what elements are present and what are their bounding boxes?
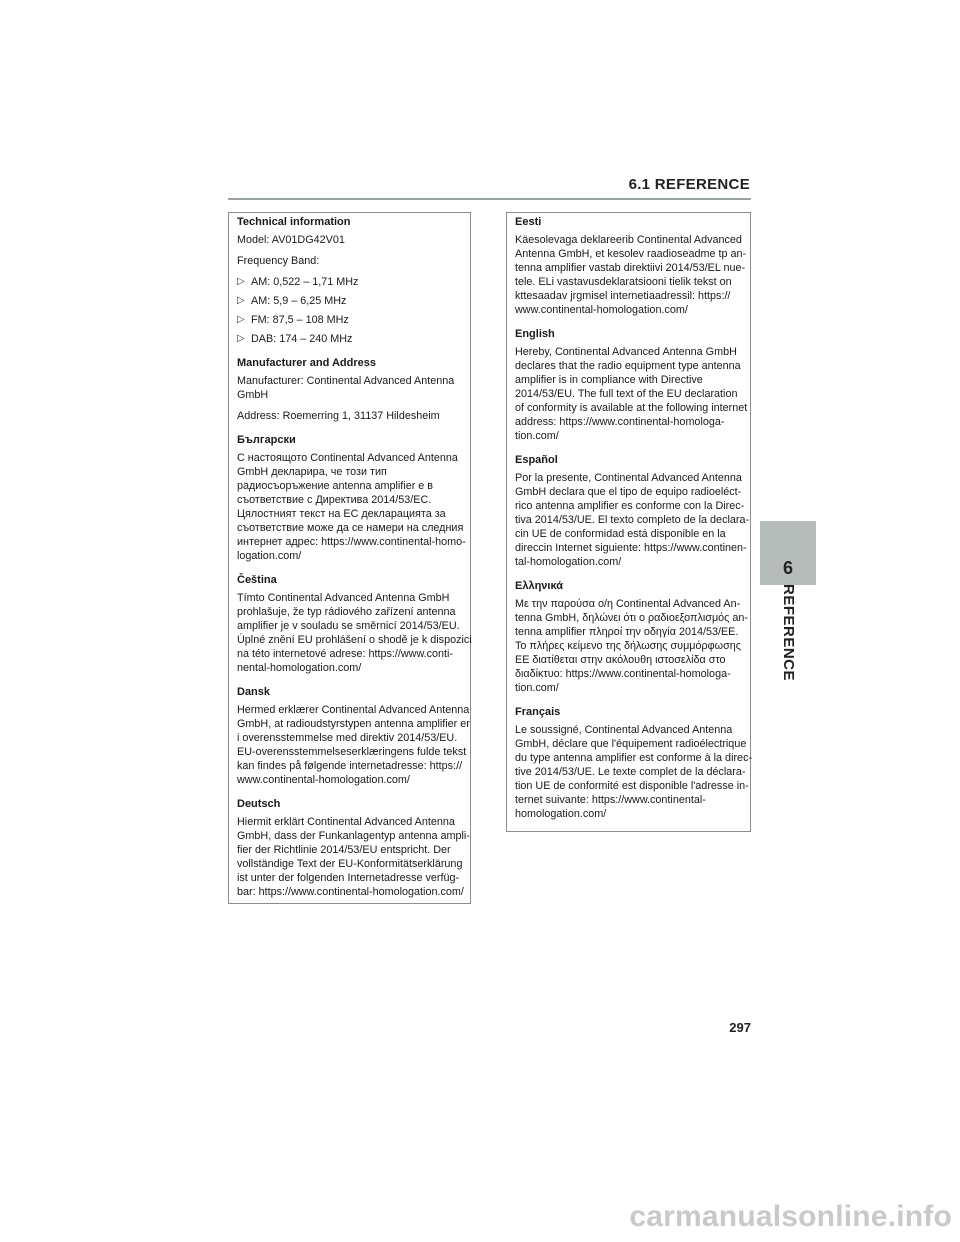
manufacturer-text: Manufacturer: Continental Advanced Antenna GmbH — [237, 375, 455, 401]
danish-section — [237, 685, 470, 787]
french-section — [515, 705, 753, 821]
chapter-tab-number[interactable]: 6 — [760, 521, 816, 585]
section-title: 6.1 REFERENCE — [628, 176, 750, 193]
english-section — [515, 327, 750, 443]
triangle-bullet-icon: ▷ — [237, 314, 245, 325]
estonian-text: Käesolevaga deklareerib Continental Advanced Antenna GmbH, et kesolev raadioseadme tp an- tenna amplifier vastab direktiivi 2014/53/EL nue- tele. ELi vastavusdeklaratsiooni tielik tekst on kttesaadav jrgmisel internetiaadressil: https:// www.continental-homologation.com/ — [515, 234, 747, 316]
bulgarian-title: Български — [237, 434, 296, 446]
spanish-section — [515, 453, 750, 569]
german-text: Hiermit erklärt Continental Advanced Antenna GmbH, dass der Funkanlagentyp antenna ampli- fier der Richtlinie 2014/53/EU entspricht. Der vollständige Text der EU-Konformitätserklärung ist unter der folgenden Internetadresse verfüg- bar: https://www.continental-homologation.com/ — [237, 816, 470, 898]
chapter-tab-label: REFERENCE — [779, 583, 797, 681]
band-list-item: ▷ DAB: 174 – 240 MHz — [237, 333, 353, 345]
czech-section — [237, 573, 470, 675]
danish-text: Hermed erklærer Continental Advanced Antenna GmbH, at radioudstyrstypen antenna amplifier er i overensstemmelse med direktiv 2014/53/EU. EU-overensstemmelseserklæringens fulde tekst kan findes på følgende internetadresse: https:// www.continental-homologation.com/ — [237, 704, 470, 786]
band-list-item: ▷ FM: 87,5 – 108 MHz — [237, 314, 349, 326]
band-list-item: ▷ AM: 5,9 – 6,25 MHz — [237, 295, 347, 307]
address-text: Address: Roemerring 1, 31137 Hildesheim — [237, 410, 440, 422]
german-title: Deutsch — [237, 798, 281, 810]
danish-title: Dansk — [237, 686, 271, 698]
frequency-band-label: Frequency Band: — [237, 255, 320, 267]
header-divider — [228, 198, 751, 200]
watermark: carmanualsonline.info — [629, 1200, 952, 1233]
greek-title: Ελληνικά — [515, 580, 563, 592]
czech-text: Tímto Continental Advanced Antenna GmbH prohlašuje, že typ rádiového zařízení antenna amplifier je v souladu se směrnicí 2014/53/EU. Úplné znění EU prohlášení o shodě je k dispozici na této internetové adrese: https://www.conti- nental-homologation.com/ — [237, 592, 472, 674]
german-section — [237, 797, 470, 899]
estonian-section — [515, 215, 750, 317]
english-title: English — [515, 328, 555, 340]
estonian-title: Eesti — [515, 216, 542, 228]
french-text: Le soussigné, Continental Advanced Antenna GmbH, déclare que l'équipement radioélectrique du type antenna amplifier est conforme à la direc- tive 2014/53/UE. Le texte complet de la déclara- tion UE de conformité est disponible l'adresse in- ternet suivante: https://www.continental- homologation.com/ — [515, 724, 753, 820]
bulgarian-section — [237, 433, 470, 563]
spanish-text: Por la presente, Continental Advanced Antenna GmbH declara que el tipo de equipo radioeléct- rico antenna amplifier es conforme con la Direc- tiva 2014/53/UE. El texto completo de la declara- cin UE de conformidad está disponible en la direccin Internet siguiente: https://www.continen- tal-homologation.com/ — [515, 472, 750, 568]
manufacturer-section — [237, 356, 470, 423]
band-list-item: ▷ AM: 0,522 – 1,71 MHz — [237, 276, 359, 288]
greek-text: Με την παρούσα ο/η Continental Advanced An- tenna GmbH, δηλώνει ότι ο ραδιοεξοπλισμός an- tenna amplifier πληροί την οδηγία 2014/53/ΕΕ. Το πλήρες κείμενο της δήλωσης συμμόρφωσης ΕΕ διατίθεται στην ακόλουθη ιστοσελίδα στο διαδίκτυο: https://www.continental-homologa- tion.com/ — [515, 598, 748, 694]
page-number: 297 — [729, 1020, 751, 1035]
technical-section — [237, 215, 470, 346]
greek-section — [515, 579, 750, 695]
manufacturer-title: Manufacturer and Address — [237, 357, 376, 369]
bulgarian-text: С настоящото Continental Advanced Antenna GmbH декларира, че този тип радиосъоръжение antenna amplifier е в съответствие с Директива 2014/53/EC. Цялостният текст на ЕС декларацията за съответствие може да се намери на следния интернет адрес: https://www.continental-homo- logation.com/ — [237, 452, 466, 562]
french-title: Français — [515, 706, 561, 718]
technical-title: Technical information — [237, 216, 351, 228]
spanish-title: Español — [515, 454, 558, 466]
english-text: Hereby, Continental Advanced Antenna GmbH declares that the radio equipment type antenna amplifier is in compliance with Directive 2014/53/EU. The full text of the EU declaration of conformity is available at the following internet address: https://www.continental-homologa- tion.com/ — [515, 346, 748, 442]
triangle-bullet-icon: ▷ — [237, 295, 245, 306]
left-info-box — [228, 212, 471, 904]
right-info-box — [506, 212, 751, 832]
triangle-bullet-icon: ▷ — [237, 333, 245, 344]
czech-title: Čeština — [237, 574, 277, 586]
model-text: Model: AV01DG42V01 — [237, 234, 345, 246]
triangle-bullet-icon: ▷ — [237, 276, 245, 287]
